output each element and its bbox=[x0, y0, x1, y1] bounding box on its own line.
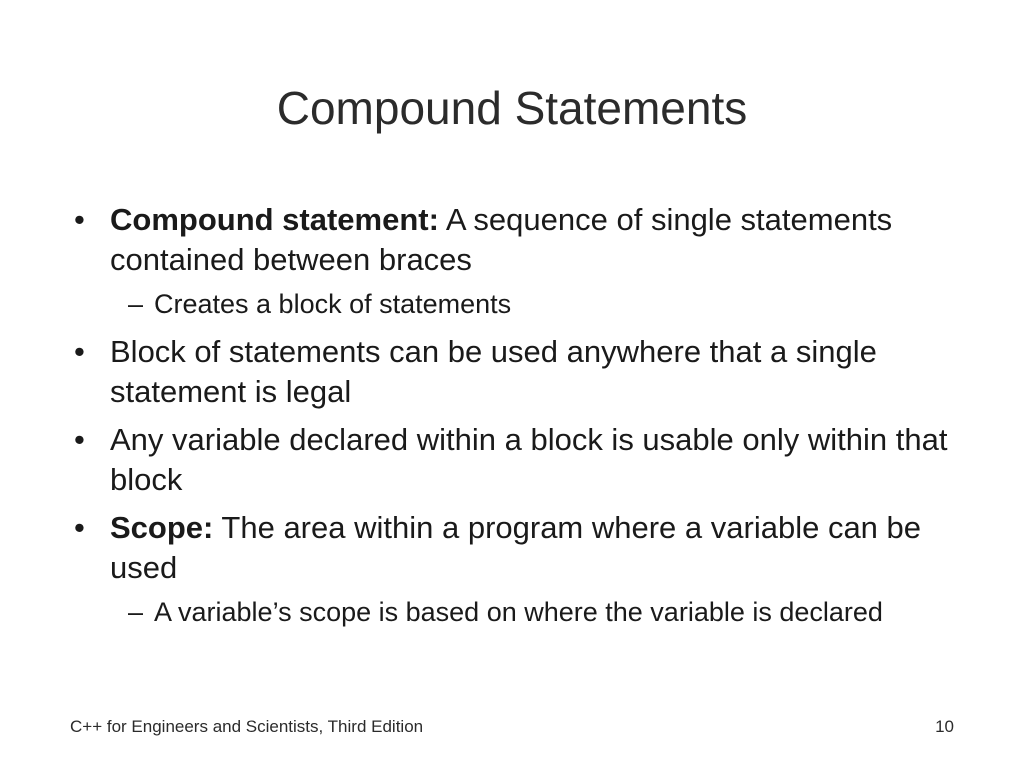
sub-bullet-item bbox=[70, 286, 950, 322]
sub-bullet-item bbox=[70, 594, 950, 630]
bullet-item bbox=[70, 200, 950, 280]
bullet-item bbox=[70, 420, 950, 500]
slide-title: Compound Statements bbox=[276, 82, 748, 134]
bullet-marker: • bbox=[74, 422, 85, 457]
bullet-text: Block of statements can be used anywhere that a single statement is legal bbox=[110, 334, 877, 409]
bullet-marker: • bbox=[74, 334, 85, 369]
sub-bullet-marker: – bbox=[128, 597, 144, 627]
sub-bullet-marker: – bbox=[128, 289, 144, 319]
bullet-term: Compound statement: bbox=[110, 202, 439, 237]
bullet-text: A sequence of single statements contained between braces bbox=[110, 202, 893, 277]
bullet-text: The area within a program where a variable can be used bbox=[110, 510, 922, 585]
slide-content bbox=[70, 200, 950, 640]
bullet-marker: • bbox=[74, 202, 85, 237]
bullet-text: Any variable declared within a block is usable only within that block bbox=[110, 422, 948, 497]
bullet-term: Scope: bbox=[110, 510, 214, 545]
bullet-marker: • bbox=[74, 510, 85, 545]
footer-book-title: C++ for Engineers and Scientists, Third Edition bbox=[70, 717, 424, 736]
bullet-item bbox=[70, 508, 950, 588]
sub-bullet-text: Creates a block of statements bbox=[154, 289, 512, 319]
sub-bullet-text: A variable’s scope is based on where the variable is declared bbox=[154, 597, 883, 627]
bullet-item bbox=[70, 332, 950, 412]
page-number: 10 bbox=[935, 717, 954, 736]
